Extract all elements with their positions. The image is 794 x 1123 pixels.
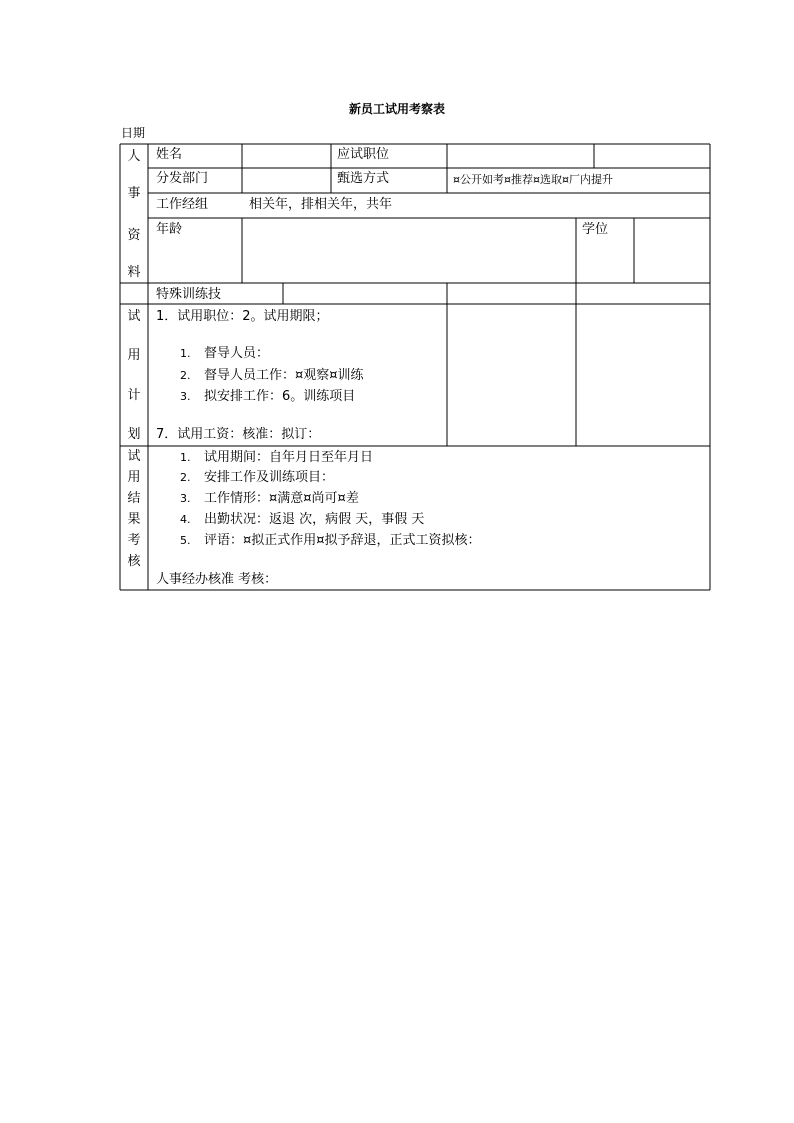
- list-text: 安排工作及训练项目：: [204, 470, 335, 485]
- list-number: 2.: [180, 369, 191, 382]
- section-plan-char: 试: [127, 309, 141, 324]
- list-number: 5.: [180, 534, 191, 547]
- special-skill-label: 特殊训练技: [156, 287, 222, 302]
- list-item: [180, 491, 359, 507]
- section-result-char: 试: [127, 449, 141, 464]
- list-text: 试用期间：自年月日至年月日: [204, 450, 374, 465]
- section-result-char: 结: [127, 491, 141, 506]
- list-number: 1.: [180, 451, 191, 464]
- age-label: 年龄: [156, 222, 183, 237]
- list-item: [180, 470, 334, 486]
- section-personnel-char: 事: [127, 186, 141, 201]
- section-result-char: 考: [127, 533, 141, 548]
- section-personnel-char: 料: [127, 265, 141, 280]
- section-plan-char: 计: [127, 388, 141, 403]
- list-item: [180, 512, 424, 528]
- section-result-char: 用: [127, 470, 141, 485]
- section-personnel-char: 资: [127, 228, 141, 243]
- list-text: 出勤状况：返退 次，病假 天，事假 天: [204, 512, 425, 527]
- list-number: 1.: [180, 347, 191, 360]
- department-label: 分发部门: [156, 171, 209, 186]
- section-plan-char: 用: [127, 348, 141, 363]
- list-number: 3.: [180, 390, 191, 403]
- selection-method-options: ¤公开如考¤推荐¤选取¤厂内提升: [453, 173, 613, 186]
- list-text: 督导人员：: [204, 346, 270, 361]
- selection-method-label: 甄选方式: [337, 171, 390, 186]
- plan-line-7: 7．试用工资：核准：拟订：: [156, 427, 321, 442]
- experience-value: 相关年，排相关年，共年: [249, 197, 393, 212]
- section-result-char: 核: [127, 554, 141, 569]
- list-item: [180, 389, 355, 405]
- section-plan-char: 划: [127, 427, 141, 442]
- list-number: 3.: [180, 492, 191, 505]
- form-title: 新员工试用考察表: [348, 102, 445, 116]
- name-label: 姓名: [156, 147, 183, 162]
- position-label: 应试职位: [337, 147, 390, 162]
- list-text: 工作情形：¤满意¤尚可¤差: [204, 491, 359, 506]
- list-number: 2.: [180, 471, 191, 484]
- approval-line: 人事经办核准 考核：: [156, 572, 278, 587]
- list-text: 拟安排工作：6。训练项目: [204, 389, 356, 404]
- section-personnel-char: 人: [127, 149, 141, 164]
- list-text: 督导人员工作：¤观察¤训练: [204, 368, 364, 383]
- section-result-char: 果: [127, 512, 141, 527]
- experience-label: 工作经组: [156, 197, 209, 212]
- degree-label: 学位: [582, 222, 609, 237]
- list-item: [180, 450, 373, 466]
- list-text: 评语：¤拟正式作用¤拟予辞退，正式工资拟核：: [204, 533, 481, 548]
- date-label: 日期: [121, 126, 146, 140]
- list-item: [180, 368, 364, 384]
- list-item: [180, 533, 481, 549]
- plan-line-1: 1．试用职位：2。试用期限；: [156, 309, 329, 324]
- list-item: [180, 346, 269, 362]
- list-number: 4.: [180, 513, 191, 526]
